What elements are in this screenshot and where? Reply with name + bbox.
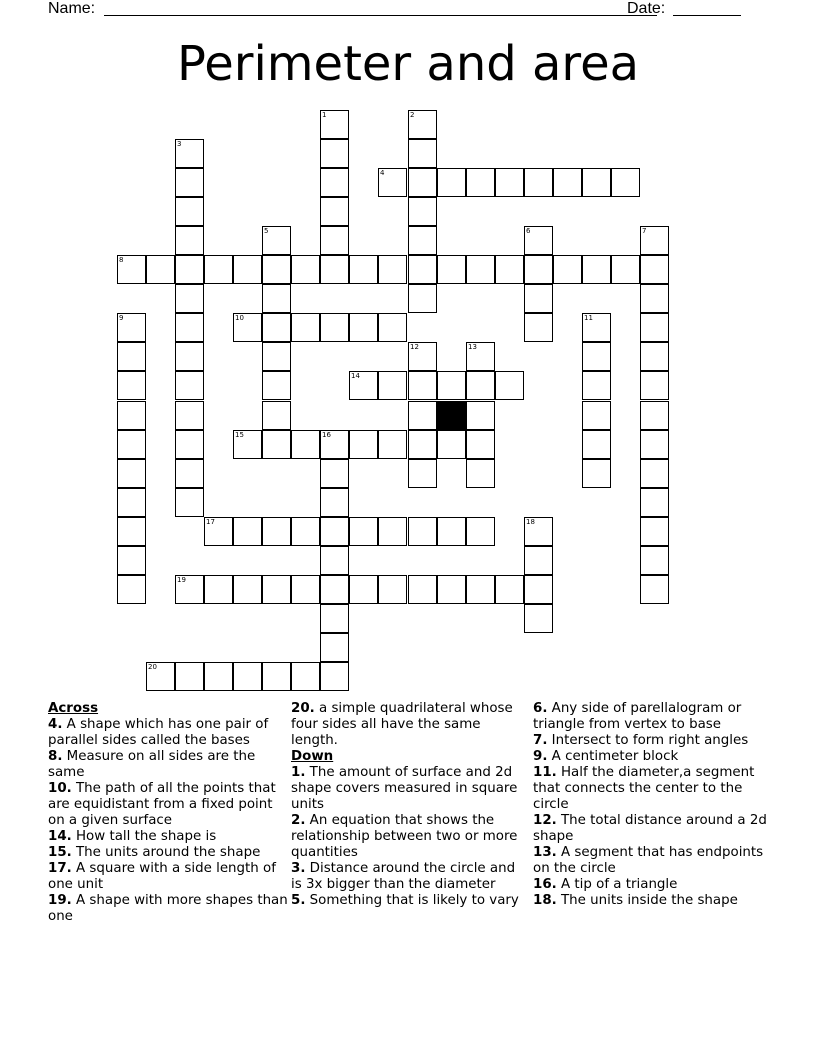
clue-item: [533, 813, 773, 845]
crossword-cell[interactable]: [495, 575, 524, 604]
clues-column-1: [48, 701, 288, 925]
crossword-cell[interactable]: [524, 255, 553, 284]
crossword-cell[interactable]: [640, 255, 669, 284]
crossword-cell[interactable]: [320, 633, 349, 662]
clue-item-text: A shape with more shapes than one: [48, 893, 288, 924]
crossword-cell[interactable]: [262, 430, 291, 459]
crossword-cell[interactable]: [408, 430, 437, 459]
clue-number: 3: [177, 140, 182, 148]
crossword-cell[interactable]: [233, 662, 262, 691]
clue-item: [291, 893, 519, 909]
crossword-cell[interactable]: [320, 255, 349, 284]
crossword-cell[interactable]: [204, 517, 233, 546]
clue-item-text: A shape which has one pair of parallel sides called the bases: [48, 717, 269, 748]
crossword-cell[interactable]: [117, 430, 146, 459]
clue-item-number: 16.: [533, 877, 557, 892]
crossword-cell[interactable]: [524, 226, 553, 255]
crossword-cell[interactable]: [175, 139, 204, 168]
crossword-cell[interactable]: [175, 168, 204, 197]
crossword-cell[interactable]: [175, 430, 204, 459]
crossword-cell[interactable]: [408, 371, 437, 400]
crossword-cell[interactable]: [320, 662, 349, 691]
clue-item-text: Distance around the circle and is 3x bigger than the diameter: [291, 861, 516, 892]
crossword-cell[interactable]: [640, 342, 669, 371]
clue-number: 7: [642, 227, 647, 235]
clue-item-text: The amount of surface and 2d shape covers measured in square units: [291, 765, 518, 812]
crossword-cell[interactable]: [175, 488, 204, 517]
crossword-cell[interactable]: [408, 401, 437, 430]
clue-item-number: 3.: [291, 861, 306, 876]
crossword-cell[interactable]: [408, 255, 437, 284]
crossword-cell[interactable]: [640, 401, 669, 430]
crossword-cell[interactable]: [349, 575, 378, 604]
crossword-cell[interactable]: [408, 226, 437, 255]
clue-item: [533, 701, 773, 733]
crossword-cell[interactable]: [640, 371, 669, 400]
clue-number: 14: [351, 372, 360, 380]
crossword-cell[interactable]: [378, 313, 407, 342]
crossword-cell[interactable]: [320, 139, 349, 168]
crossword-cell[interactable]: [233, 575, 262, 604]
crossword-cell[interactable]: [262, 313, 291, 342]
crossword-cell[interactable]: [378, 575, 407, 604]
clue-number: 18: [526, 518, 535, 526]
crossword-cell[interactable]: [378, 430, 407, 459]
crossword-cell[interactable]: [320, 197, 349, 226]
clue-item-number: 7.: [533, 733, 548, 748]
crossword-cell[interactable]: [408, 459, 437, 488]
clue-number: 10: [235, 314, 244, 322]
clue-item: [48, 749, 288, 781]
crossword-cell[interactable]: [437, 168, 466, 197]
black-square: [437, 401, 466, 430]
across-heading: Across: [48, 701, 99, 716]
crossword-cell[interactable]: [349, 255, 378, 284]
crossword-cell[interactable]: [582, 255, 611, 284]
crossword-cell[interactable]: [233, 517, 262, 546]
clue-item-text: Any side of parellalogram or triangle from vertex to base: [533, 701, 742, 732]
crossword-cell[interactable]: [466, 430, 495, 459]
crossword-cell[interactable]: [349, 430, 378, 459]
clue-item: [48, 893, 288, 925]
clue-item: [291, 813, 519, 861]
crossword-cell[interactable]: [262, 255, 291, 284]
crossword-cell[interactable]: [204, 255, 233, 284]
clue-item: [48, 861, 288, 893]
crossword-cell[interactable]: [466, 401, 495, 430]
clue-item-text: The units inside the shape: [556, 893, 738, 908]
clue-item-number: 14.: [48, 829, 72, 844]
crossword-cell[interactable]: [524, 517, 553, 546]
clue-item-number: 17.: [48, 861, 72, 876]
crossword-cell[interactable]: [204, 662, 233, 691]
crossword-cell[interactable]: [408, 517, 437, 546]
crossword-cell[interactable]: [262, 226, 291, 255]
crossword-cell[interactable]: [611, 168, 640, 197]
crossword-cell[interactable]: [262, 575, 291, 604]
crossword-cell[interactable]: [349, 517, 378, 546]
crossword-cell[interactable]: [408, 110, 437, 139]
crossword-cell[interactable]: [175, 226, 204, 255]
crossword-cell[interactable]: [466, 342, 495, 371]
crossword-cell[interactable]: [466, 517, 495, 546]
crossword-cell[interactable]: [117, 313, 146, 342]
clue-number: 5: [264, 227, 269, 235]
clue-number: 6: [526, 227, 531, 235]
crossword-cell[interactable]: [466, 459, 495, 488]
clue-number: 8: [119, 256, 124, 264]
clue-item: [291, 701, 519, 749]
crossword-cell[interactable]: [582, 342, 611, 371]
clue-number: 15: [235, 431, 244, 439]
crossword-cell[interactable]: [640, 488, 669, 517]
crossword-cell[interactable]: [233, 430, 262, 459]
crossword-cell[interactable]: [117, 517, 146, 546]
crossword-cell[interactable]: [175, 371, 204, 400]
clue-item-text: The path of all the points that are equidistant from a fixed point on a given surface: [48, 781, 276, 828]
crossword-cell[interactable]: [175, 459, 204, 488]
crossword-cell[interactable]: [262, 401, 291, 430]
clue-number: 9: [119, 314, 124, 322]
crossword-cell[interactable]: [117, 401, 146, 430]
crossword-cell[interactable]: [437, 575, 466, 604]
crossword-cell[interactable]: [408, 197, 437, 226]
crossword-cell[interactable]: [262, 662, 291, 691]
crossword-cell[interactable]: [640, 517, 669, 546]
clue-number: 2: [410, 111, 415, 119]
crossword-cell[interactable]: [408, 139, 437, 168]
clue-item-number: 2.: [291, 813, 306, 828]
clue-item-number: 20.: [291, 701, 315, 716]
crossword-cell[interactable]: [204, 575, 233, 604]
clue-item-number: 18.: [533, 893, 557, 908]
clue-item-text: Half the diameter,a segment that connects the center to the circle: [533, 765, 755, 812]
crossword-cell[interactable]: [262, 284, 291, 313]
clue-item-text: Something that is likely to vary: [305, 893, 519, 908]
crossword-cell[interactable]: [378, 371, 407, 400]
crossword-cell[interactable]: [320, 488, 349, 517]
clue-item-text: Intersect to form right angles: [547, 733, 749, 748]
crossword-cell[interactable]: [262, 342, 291, 371]
clue-item-text: A tip of a triangle: [556, 877, 678, 892]
crossword-cell[interactable]: [524, 546, 553, 575]
crossword-cell[interactable]: [175, 255, 204, 284]
crossword-cell[interactable]: [408, 342, 437, 371]
crossword-cell[interactable]: [320, 226, 349, 255]
clue-item: [48, 781, 288, 829]
crossword-cell[interactable]: [320, 546, 349, 575]
crossword-cell[interactable]: [378, 255, 407, 284]
clue-item-number: 1.: [291, 765, 306, 780]
crossword-cell[interactable]: [175, 197, 204, 226]
clue-item-number: 12.: [533, 813, 557, 828]
crossword-cell[interactable]: [117, 488, 146, 517]
crossword-cell[interactable]: [640, 313, 669, 342]
crossword-cell[interactable]: [524, 575, 553, 604]
crossword-cell[interactable]: [175, 662, 204, 691]
crossword-cell[interactable]: [466, 168, 495, 197]
crossword-cell[interactable]: [437, 430, 466, 459]
crossword-cell[interactable]: [262, 517, 291, 546]
crossword-cell[interactable]: [320, 604, 349, 633]
crossword-cell[interactable]: [320, 517, 349, 546]
clue-item-text: a simple quadrilateral whose four sides all have the same length.: [291, 701, 513, 748]
crossword-cell[interactable]: [117, 342, 146, 371]
clue-number: 12: [410, 343, 419, 351]
clue-item-text: A square with a side length of one unit: [48, 861, 276, 892]
clue-item: [533, 845, 773, 877]
crossword-cell[interactable]: [437, 517, 466, 546]
crossword-cell[interactable]: [408, 284, 437, 313]
clue-item: [533, 733, 773, 749]
date-label: Date:: [627, 0, 666, 17]
crossword-cell[interactable]: [117, 546, 146, 575]
clue-item: [48, 845, 288, 861]
crossword-cell[interactable]: [117, 371, 146, 400]
clue-item-text: A centimeter block: [547, 749, 679, 764]
crossword-cell[interactable]: [524, 313, 553, 342]
clue-item-text: Measure on all sides are the same: [48, 749, 256, 780]
crossword-cell[interactable]: [175, 284, 204, 313]
crossword-cell[interactable]: [320, 575, 349, 604]
clue-item-number: 9.: [533, 749, 548, 764]
clue-item: [533, 877, 773, 893]
clue-item-number: 11.: [533, 765, 557, 780]
clue-item: [533, 893, 773, 909]
crossword-cell[interactable]: [291, 517, 320, 546]
crossword-cell[interactable]: [175, 313, 204, 342]
clue-item-number: 10.: [48, 781, 72, 796]
clue-item-number: 4.: [48, 717, 63, 732]
clue-item: [533, 765, 773, 813]
clue-item: [48, 829, 288, 845]
clue-item-number: 15.: [48, 845, 72, 860]
clue-number: 1: [322, 111, 327, 119]
clue-item: [291, 765, 519, 813]
crossword-cell[interactable]: [378, 168, 407, 197]
crossword-cell[interactable]: [408, 575, 437, 604]
clue-number: 19: [177, 576, 186, 584]
crossword-cell[interactable]: [437, 371, 466, 400]
crossword-cell[interactable]: [524, 168, 553, 197]
crossword-cell[interactable]: [175, 401, 204, 430]
crossword-cell[interactable]: [233, 255, 262, 284]
crossword-cell[interactable]: [349, 313, 378, 342]
crossword-cell[interactable]: [320, 430, 349, 459]
clues-column-2: [291, 701, 519, 909]
clue-item-number: 19.: [48, 893, 72, 908]
clue-item-number: 13.: [533, 845, 557, 860]
crossword-cell[interactable]: [291, 662, 320, 691]
clue-item-number: 5.: [291, 893, 306, 908]
crossword-cell[interactable]: [466, 575, 495, 604]
crossword-cell[interactable]: [524, 284, 553, 313]
page-title: Perimeter and area: [176, 36, 640, 92]
crossword-cell[interactable]: [582, 459, 611, 488]
crossword-cell[interactable]: [582, 313, 611, 342]
crossword-cell[interactable]: [553, 168, 582, 197]
crossword-cell[interactable]: [233, 313, 262, 342]
crossword-cell[interactable]: [466, 371, 495, 400]
crossword-cell[interactable]: [640, 430, 669, 459]
crossword-cell[interactable]: [582, 401, 611, 430]
crossword-cell[interactable]: [320, 168, 349, 197]
clue-item: [48, 717, 288, 749]
crossword-cell[interactable]: [611, 255, 640, 284]
clue-item-text: The total distance around a 2d shape: [533, 813, 767, 844]
crossword-cell[interactable]: [175, 575, 204, 604]
crossword-cell[interactable]: [640, 546, 669, 575]
clue-item: [533, 749, 773, 765]
crossword-cell[interactable]: [437, 255, 466, 284]
crossword-cell[interactable]: [640, 575, 669, 604]
crossword-cell[interactable]: [320, 459, 349, 488]
clue-number: 13: [468, 343, 477, 351]
crossword-cell[interactable]: [320, 313, 349, 342]
clue-item: [291, 861, 519, 893]
crossword-cell[interactable]: [553, 255, 582, 284]
crossword-cell[interactable]: [524, 604, 553, 633]
crossword-cell[interactable]: [582, 371, 611, 400]
crossword-cell[interactable]: [349, 371, 378, 400]
clue-number: 16: [322, 431, 331, 439]
crossword-cell[interactable]: [291, 313, 320, 342]
crossword-cell[interactable]: [320, 110, 349, 139]
crossword-cell[interactable]: [117, 575, 146, 604]
crossword-cell[interactable]: [291, 430, 320, 459]
crossword-cell[interactable]: [495, 371, 524, 400]
clue-item-number: 6.: [533, 701, 548, 716]
crossword-cell[interactable]: [640, 459, 669, 488]
crossword-cell[interactable]: [466, 255, 495, 284]
clue-item-text: The units around the shape: [71, 845, 261, 860]
crossword-cell[interactable]: [495, 168, 524, 197]
crossword-cell[interactable]: [117, 255, 146, 284]
clue-number: 20: [148, 663, 157, 671]
crossword-cell[interactable]: [146, 255, 175, 284]
name-label: Name:: [48, 0, 96, 17]
crossword-cell[interactable]: [291, 255, 320, 284]
down-heading: Down: [291, 749, 334, 764]
crossword-cell[interactable]: [495, 255, 524, 284]
crossword-cell[interactable]: [175, 342, 204, 371]
crossword-cell[interactable]: [291, 575, 320, 604]
clue-item-text: An equation that shows the relationship between two or more quantities: [291, 813, 518, 860]
crossword-cell[interactable]: [582, 430, 611, 459]
clue-number: 11: [584, 314, 593, 322]
crossword-cell[interactable]: [262, 371, 291, 400]
crossword-cell[interactable]: [408, 168, 437, 197]
crossword-cell[interactable]: [146, 662, 175, 691]
clue-number: 4: [380, 169, 385, 177]
crossword-cell[interactable]: [378, 517, 407, 546]
crossword-cell[interactable]: [640, 226, 669, 255]
clue-item-text: How tall the shape is: [71, 829, 217, 844]
crossword-cell[interactable]: [582, 168, 611, 197]
clues-column-3: [533, 701, 773, 909]
crossword-cell[interactable]: [640, 284, 669, 313]
clue-item-text: A segment that has endpoints on the circle: [533, 845, 764, 876]
clue-item-number: 8.: [48, 749, 63, 764]
crossword-cell[interactable]: [117, 459, 146, 488]
clue-number: 17: [206, 518, 215, 526]
